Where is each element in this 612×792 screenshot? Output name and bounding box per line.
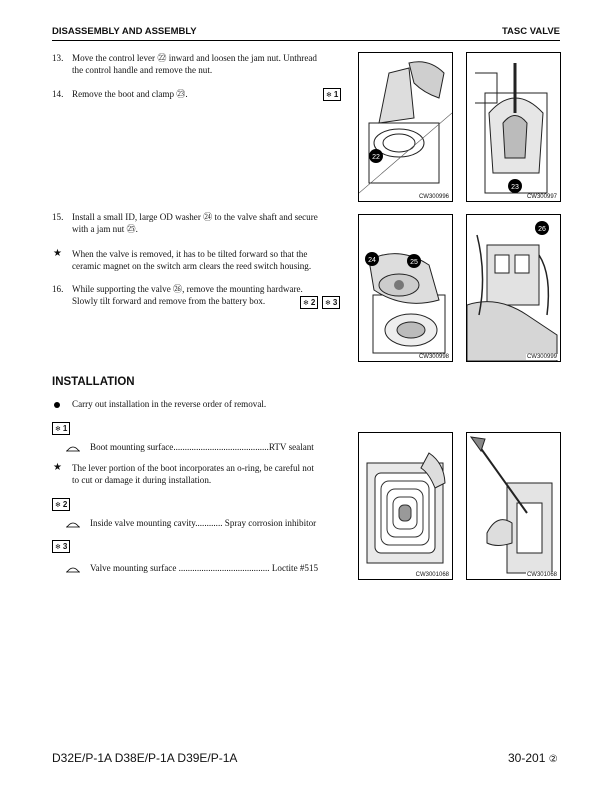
callout-26: 26	[538, 226, 546, 233]
step-13	[52, 52, 344, 78]
ref-mark-2	[300, 296, 318, 309]
figure-washer-install	[358, 214, 453, 362]
sealant-icon	[66, 520, 80, 528]
ref-number: 1	[333, 90, 339, 99]
page-header	[52, 26, 560, 40]
washer-illustration	[359, 215, 452, 361]
step-14	[52, 88, 344, 102]
bullet-text: Carry out installation in the reverse order of removal.	[72, 399, 267, 409]
header-rule	[52, 40, 560, 41]
install-bullet	[52, 398, 344, 412]
ref-mark-3	[322, 296, 340, 309]
step-number: 16.	[52, 284, 64, 294]
figure-valve-support	[466, 214, 561, 362]
ref-mark-1	[323, 88, 341, 101]
page-number: 30-201	[508, 751, 546, 765]
snowflake-icon: ❄	[326, 92, 332, 99]
install-item-1: Boot mounting surface..........................................RTV sealant	[90, 442, 314, 452]
callout-25: 25	[410, 259, 418, 266]
snowflake-icon: ❄	[55, 544, 61, 551]
footer-page	[508, 751, 558, 765]
step-text	[72, 211, 318, 235]
note-text	[72, 248, 311, 272]
figure-code: CW301068	[526, 572, 557, 578]
note-line: ceramic magnet on the switch arm clears the reed switch housing.	[72, 261, 312, 271]
figure-boot-clamp	[466, 52, 561, 202]
ref-number: 2	[310, 298, 316, 307]
install-item-3: Valve mounting surface ........................................ Loctite #515	[90, 563, 319, 573]
figure-boot-surface	[358, 432, 453, 580]
step-line: While supporting the valve ㉖, remove the mounting hardware.	[72, 284, 303, 294]
callout-24: 24	[368, 257, 376, 264]
footer-models: D32E/P-1A D38E/P-1A D39E/P-1A	[52, 751, 238, 765]
ref-number: 2	[62, 500, 68, 509]
step-line: Install a small ID, large OD washer ㉔ to the valve shaft and secure	[72, 212, 318, 222]
callout-23: 23	[511, 184, 519, 191]
figure-code: CW300997	[526, 194, 557, 200]
bullet-icon	[54, 402, 60, 408]
snowflake-icon: ❄	[303, 300, 309, 307]
install-item-2: Inside valve mounting cavity............ Spray corrosion inhibitor	[90, 518, 317, 528]
boot-illustration	[467, 53, 560, 201]
cavity-illustration	[467, 433, 560, 579]
snowflake-icon: ❄	[325, 300, 331, 307]
installation-heading: INSTALLATION	[52, 376, 135, 388]
section-title: DISASSEMBLY AND ASSEMBLY	[52, 26, 197, 37]
figure-valve-cavity	[466, 432, 561, 580]
step-line: with a jam nut ㉕.	[72, 224, 138, 234]
figure-code: CW300998	[418, 354, 449, 360]
valve-illustration	[467, 215, 560, 361]
sealant-icon	[66, 444, 80, 452]
figure-code: CW3001068	[415, 572, 449, 578]
ref-number: 3	[62, 542, 68, 551]
note-line: When the valve is removed, it has to be tilted forward so that the	[72, 249, 308, 259]
snowflake-icon: ❄	[55, 502, 61, 509]
note-line: The lever portion of the boot incorporates an o-ring, be careful not	[72, 463, 314, 473]
ref-number: 1	[62, 424, 68, 433]
install-note	[52, 462, 344, 488]
step-line: Move the control lever ㉒ inward and loosen the jam nut. Unthread	[72, 53, 317, 63]
step-number: 14.	[52, 89, 64, 99]
install-ref-1	[52, 422, 70, 435]
step-number: 13.	[52, 53, 64, 63]
install-ref-3	[52, 540, 70, 553]
step-text	[72, 283, 303, 307]
step-text	[72, 52, 317, 76]
star-icon: ★	[53, 462, 62, 473]
sealant-icon	[66, 565, 80, 573]
star-icon: ★	[53, 248, 62, 259]
step-line: the control handle and remove the nut.	[72, 65, 213, 75]
step-line: Slowly tilt forward and remove from the battery box.	[72, 296, 266, 306]
revision-mark: ②	[548, 754, 558, 765]
ref-number: 3	[332, 298, 338, 307]
note-text	[72, 462, 314, 486]
snowflake-icon: ❄	[55, 426, 61, 433]
component-title: TASC VALVE	[501, 26, 560, 37]
step-text: Remove the boot and clamp ㉓.	[72, 89, 188, 99]
boot-surface-illustration	[359, 433, 452, 579]
figure-lever-removal	[358, 52, 453, 202]
install-ref-2	[52, 498, 70, 511]
figure-code: CW300999	[526, 354, 557, 360]
figure-code: CW300996	[418, 194, 449, 200]
step-15	[52, 211, 344, 237]
step-number: 15.	[52, 212, 64, 222]
note-valve-tilt	[52, 248, 344, 274]
lever-illustration	[359, 53, 452, 201]
note-line: to cut or damage it during installation.	[72, 475, 212, 485]
callout-22: 22	[372, 154, 380, 161]
